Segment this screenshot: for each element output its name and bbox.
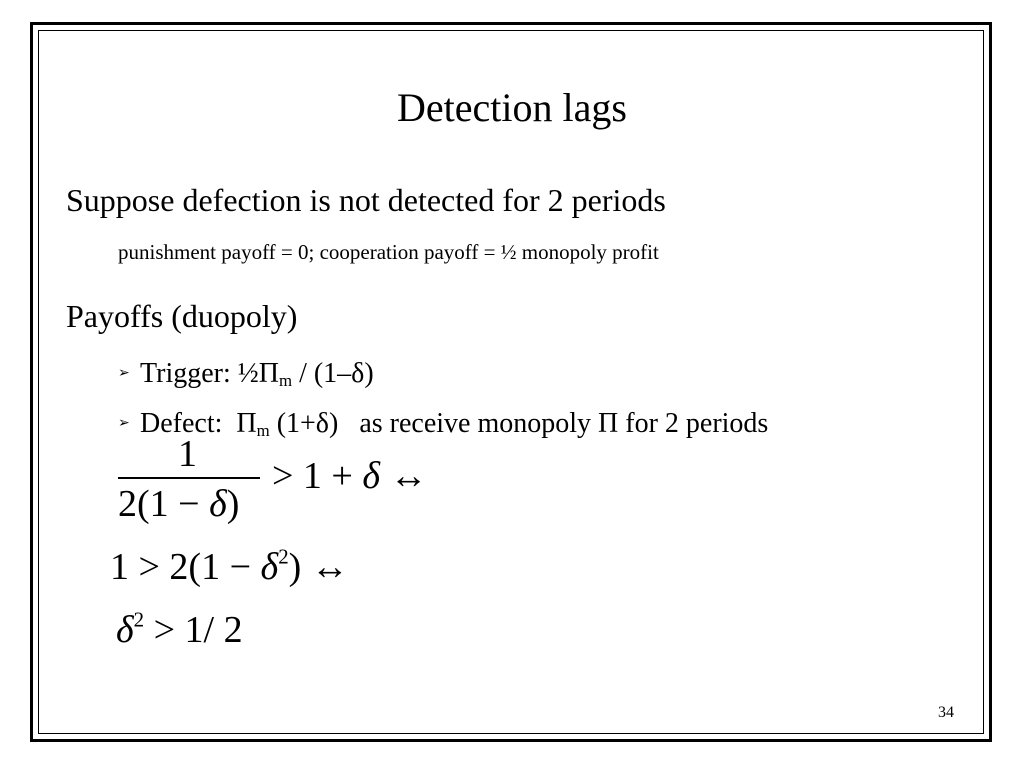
- eq1-denominator: 2(1 − δ): [118, 483, 240, 525]
- main-point-1: Suppose defection is not detected for 2 periods: [66, 182, 666, 218]
- bullet-trigger-expr-rest: / (1–δ): [292, 358, 374, 389]
- arrow-bullet-icon: ➢: [118, 364, 130, 381]
- bullet-defect-expr: Π: [236, 408, 257, 439]
- eq1-rhs: > 1 + δ ↔: [272, 455, 428, 497]
- eq1-fraction-bar: [118, 477, 260, 479]
- bullet-defect: [118, 408, 768, 440]
- main-point-1-detail: punishment payoff = 0; cooperation payoff = ½ monopoly profit: [118, 240, 659, 264]
- bullet-trigger: [118, 358, 374, 390]
- bullet-defect-label: Defect:: [140, 408, 237, 439]
- bullet-defect-expr-rest: (1+δ) as receive monopoly Π for 2 periods: [269, 408, 769, 439]
- arrow-bullet-icon: ➢: [118, 414, 130, 431]
- eq1-numerator: 1: [178, 433, 197, 475]
- main-point-2: Payoffs (duopoly): [66, 298, 298, 334]
- bullet-trigger-label: Trigger:: [140, 358, 238, 389]
- page-number: 34: [938, 704, 954, 721]
- bullet-defect-subscript: m: [256, 421, 270, 441]
- equation-2: $1 > 2(1 - \delta^2)$ ↔: [110, 544, 349, 588]
- equation-3: $\delta^2 > 1/$ 2: [116, 607, 243, 651]
- bullet-trigger-subscript: m: [279, 371, 293, 391]
- bullet-trigger-expr: ½Π: [237, 358, 279, 389]
- slide-title: Detection lags: [397, 85, 627, 130]
